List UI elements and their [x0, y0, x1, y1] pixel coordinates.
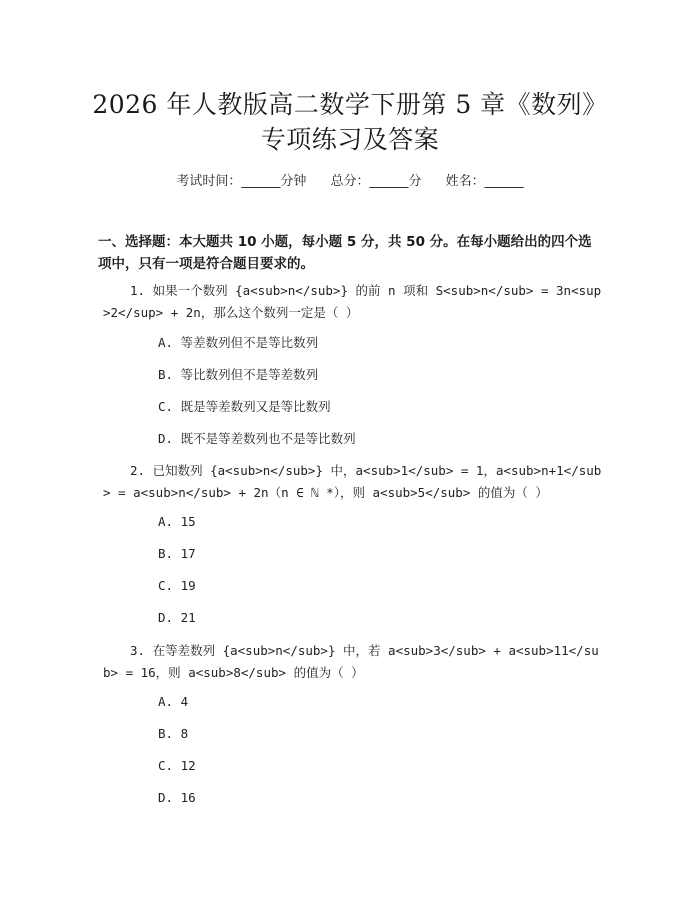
page-subtitle: 专项练习及答案: [260, 125, 440, 154]
question-3-option-c: C. 12: [158, 758, 196, 773]
question-2-text: 2. 已知数列 {a<sub>n</sub>} 中，a<sub>1</sub> = 1，a<sub>n+1</sub> = a<sub>n</sub> + 2n（n ∈ ℕ *），则 a<sub>5</sub> 的值为（ ）: [103, 463, 602, 500]
question-2-option-c: C. 19: [158, 578, 196, 593]
exam-meta-row: [0, 170, 700, 189]
question-1-text: 1. 如果一个数列 {a<sub>n</sub>} 的前 n 项和 S<sub>n</sub> = 3n<sup>2</sup> + 2n，那么这个数列一定是（ ）: [103, 283, 602, 320]
question-2-option-a: A. 15: [158, 514, 196, 529]
question-1-option-d: D. 既不是等差数列也不是等比数列: [158, 431, 356, 446]
question-3-option-a: A. 4: [158, 694, 189, 709]
question-3-text: 3. 在等差数列 {a<sub>n</sub>} 中，若 a<sub>3</sub> + a<sub>11</sub> = 16，则 a<sub>8</sub> 的值为（ ）: [103, 643, 599, 680]
section-heading: 一、选择题：本大题共 10 小题，每小题 5 分，共 50 分。在每小题给出的四个选项中，只有一项是符合题目要求的。: [98, 234, 592, 272]
question-2-option-b: B. 17: [158, 546, 196, 561]
exam-time-field: 考试时间：______分钟: [176, 174, 307, 189]
question-3-option-d: D. 16: [158, 790, 196, 805]
question-1-option-b: B. 等比数列但不是等差数列: [158, 367, 319, 382]
exam-score-field: 总分：______分: [330, 174, 422, 189]
question-3-option-b: B. 8: [158, 726, 189, 741]
student-name-field: 姓名：______: [445, 174, 524, 189]
page-title: 2026 年人教版高二数学下册第 5 章《数列》: [92, 90, 608, 119]
question-1-option-c: C. 既是等差数列又是等比数列: [158, 399, 331, 414]
question-1-option-a: A. 等差数列但不是等比数列: [158, 335, 319, 350]
question-2-option-d: D. 21: [158, 610, 196, 625]
